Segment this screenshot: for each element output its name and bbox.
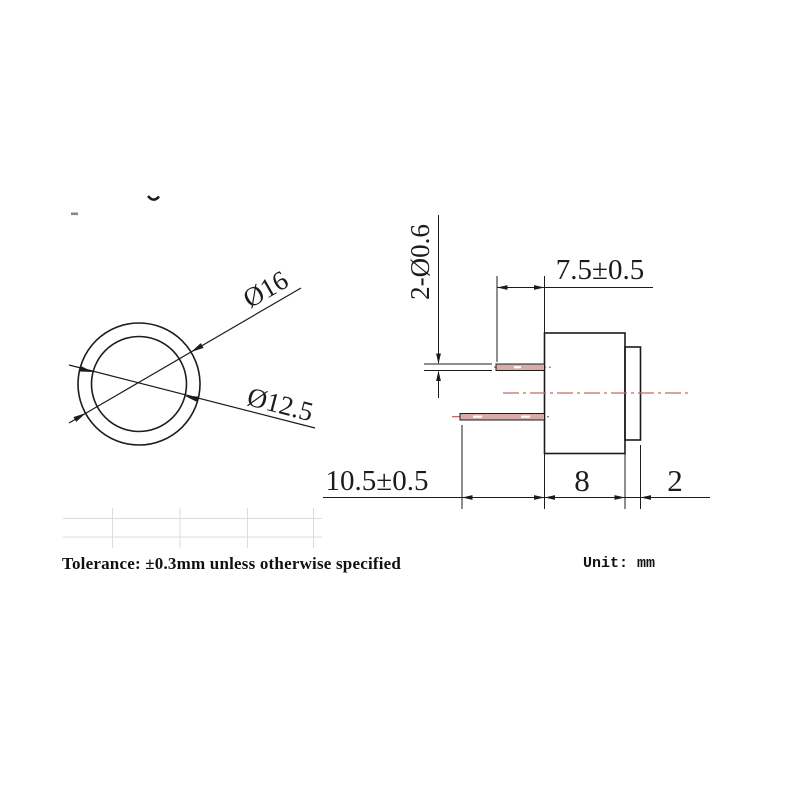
side-view [323,215,710,509]
arrowhead-icon [497,285,508,290]
pin-diameter-label: 2-Ø0.6 [405,224,435,300]
arrowhead-icon [462,495,473,500]
dash-artifact [71,213,78,216]
outer-diameter-label: Ø16 [237,264,294,314]
unit-note: Unit: mm [583,555,656,572]
front-view [69,265,316,445]
bottom-dimensions [323,425,710,509]
arrowhead-icon [534,285,545,290]
tolerance-note: Tolerance: ±0.3mm unless otherwise specified [62,554,402,573]
pin-diameter-dimension [405,215,492,398]
arrowhead-icon [73,413,86,422]
arrowhead-icon [436,354,441,365]
lower-pin [460,414,545,421]
arrowhead-icon [545,495,556,500]
arrowhead-icon [191,343,204,352]
arrowhead-icon [80,366,93,372]
faint-table-grid [63,508,322,548]
arrowhead-icon [641,495,652,500]
upper-pin-length-dimension [497,254,653,362]
inner-circle [92,337,187,432]
arrowhead-icon [185,396,198,402]
arrowhead-icon [615,495,626,500]
lower-pin-length-label: 10.5±0.5 [325,465,429,497]
breve-artifact [148,196,159,200]
outer-circle [78,323,200,445]
inner-diameter-label: Ø12.5 [244,381,317,428]
upper-pin-length-label: 7.5±0.5 [555,254,645,286]
cap-depth-label: 2 [667,463,683,498]
arrowhead-icon [436,371,441,382]
artifact-marks [71,196,159,215]
arrowhead-icon [534,495,545,500]
body-depth-label: 8 [574,463,590,498]
